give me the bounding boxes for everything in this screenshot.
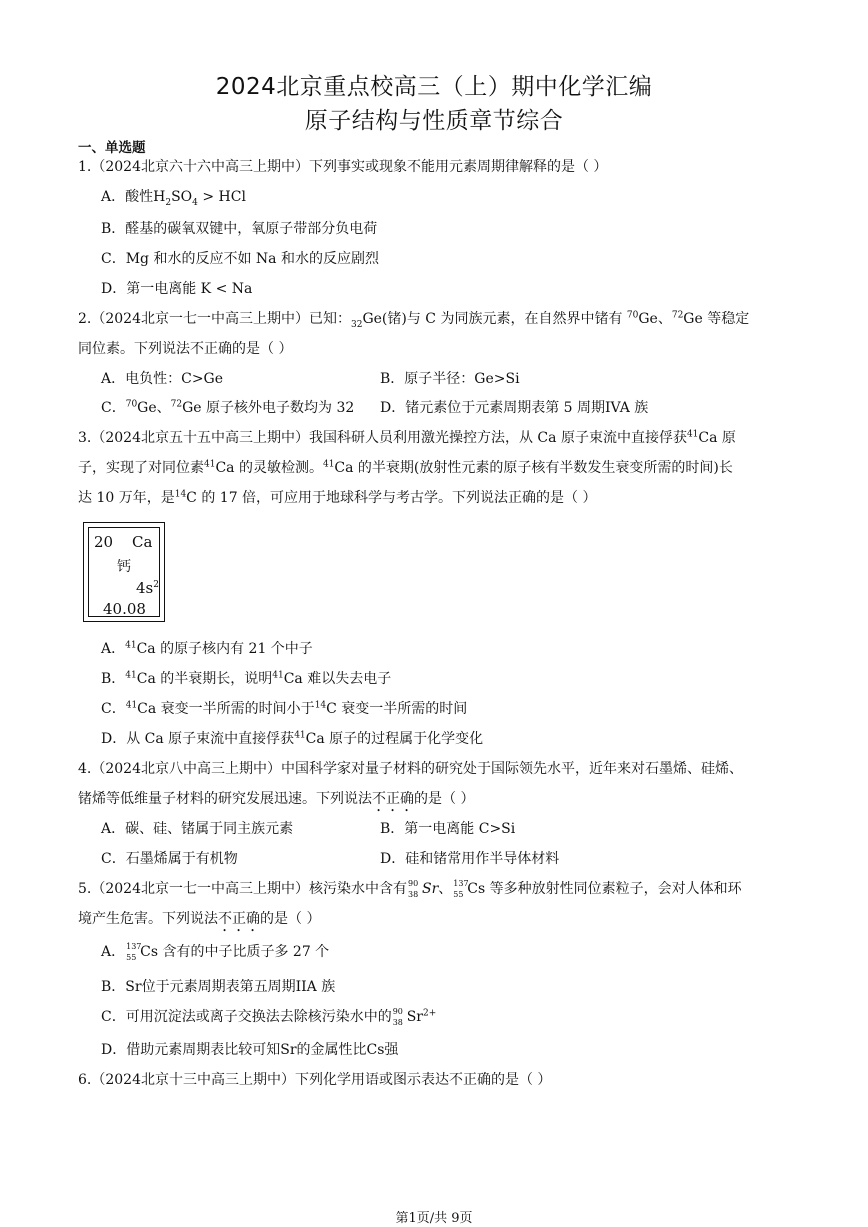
q4-option-c: C．石墨烯属于有机物 [101,851,238,867]
element-chinese-name: 钙 [117,559,131,575]
q4-option-a: A．碳、硅、锗属于同主族元素 [101,821,294,837]
q1-option-d: D．第一电离能 K < Na [101,281,253,297]
q1-option-c: C．Mg 和水的反应不如 Na 和水的反应剧烈 [101,251,379,267]
q4-option-d: D．硅和锗常用作半导体材料 [380,851,560,867]
element-electron-config: $4s^2$ [136,579,159,597]
q1-stem: 1.（2024北京六十六中高三上期中）下列事实或现象不能用元素周期律解释的是（ ） [78,159,608,175]
periodic-element-card [83,522,165,622]
q5-option-d: D．借助元素周期表比较可知Sr的金属性比Cs强 [101,1042,399,1058]
q3-option-a: A．$^{41}$Ca 的原子核内有 21 个中子 [101,640,313,657]
q2-stem-line2: 同位素。下列说法不正确的是（ ） [78,341,293,357]
section-heading: 一、单选题 [78,140,146,156]
q4-option-b: B．第一电离能 C>Si [380,821,516,837]
q5-option-b: B．Sr位于元素周期表第五周期IIA 族 [101,979,336,995]
q5-stem-line1: 5.（2024北京一七一中高三上期中）核污染水中含有 90 38 Sr、 137 55 Cs 等多种放射性同位素粒子，会对人体和环 [78,879,742,899]
q2-option-d: D．锗元素位于元素周期表第 5 周期IVA 族 [380,400,649,416]
q3-option-d: D．从 Ca 原子束流中直接俘获$^{41}$Ca 原子的过程属于化学变化 [101,730,484,747]
document-subtitle: 原子结构与性质章节综合 [304,108,564,134]
element-atomic-number: 20 [94,533,114,551]
q5-option-c: C．可用沉淀法或离子交换法去除核污染水中的 90 38 $Sr^{2+}$ [101,1007,437,1027]
q3-option-c: C．$^{41}$Ca 衰变一半所需的时间小于$^{14}$C 衰变一半所需的时间 [101,700,468,717]
q2-stem-line1: 2.（2024北京一七一中高三上期中）已知：$_{32}$Ge(锗)与 C 为同族元素，在自然界中锗有 $^{70}$Ge、$^{72}$Ge 等稳定 [78,310,750,330]
q2-option-b: B．原子半径：Ge>Si [380,371,520,387]
element-atomic-mass: 40.08 [103,600,146,618]
page-footer: 第1页/共 9页 [395,1211,473,1226]
q3-stem-line1: 3.（2024北京五十五中高三上期中）我国科研人员利用激光操控方法，从 Ca 原子束流中直接俘获$^{41}$Ca 原 [78,429,736,446]
q2-option-c: C．$^{70}$Ge、$^{72}$Ge 原子核外电子数均为 32 [101,399,355,416]
q3-stem-line3: 达 10 万年，是$^{14}$C 的 17 倍，可应用于地球科学与考古学。下列说法正确的是（ ） [78,489,597,506]
q5-option-a: A． 137 55 Cs 含有的中子比质子多 27 个 [101,942,330,962]
q5-stem-line2: 境产生危害。下列说法不正确的是（ ） [78,911,321,927]
q4-stem-line2: 锗烯等低维量子材料的研究发展迅速。下列说法不正确的是（ ） [78,791,475,807]
q3-stem-line2: 子，实现了对同位素$^{41}$Ca 的灵敏检测。$^{41}$Ca 的半衰期(放射性元素的原子核有半数发生衰变所需的时间)长 [78,459,733,476]
q2-option-a: A．电负性：C>Ge [101,371,224,387]
element-symbol: Ca [132,533,153,551]
q6-stem: 6.（2024北京十三中高三上期中）下列化学用语或图示表达不正确的是（ ） [78,1072,552,1088]
q4-stem-line1: 4.（2024北京八中高三上期中）中国科学家对量子材料的研究处于国际领先水平，近年来对石墨烯、硅烯、 [78,761,743,777]
q1-option-a: A．酸性$H_2SO_4$ > HCl [101,189,246,208]
q3-option-b: B．$^{41}$Ca 的半衰期长，说明$^{41}$Ca 难以失去电子 [101,670,392,687]
document-title: 2024北京重点校高三（上）期中化学汇编 [215,74,653,100]
q1-option-b: B．醛基的碳氧双键中，氧原子带部分负电荷 [101,221,378,237]
